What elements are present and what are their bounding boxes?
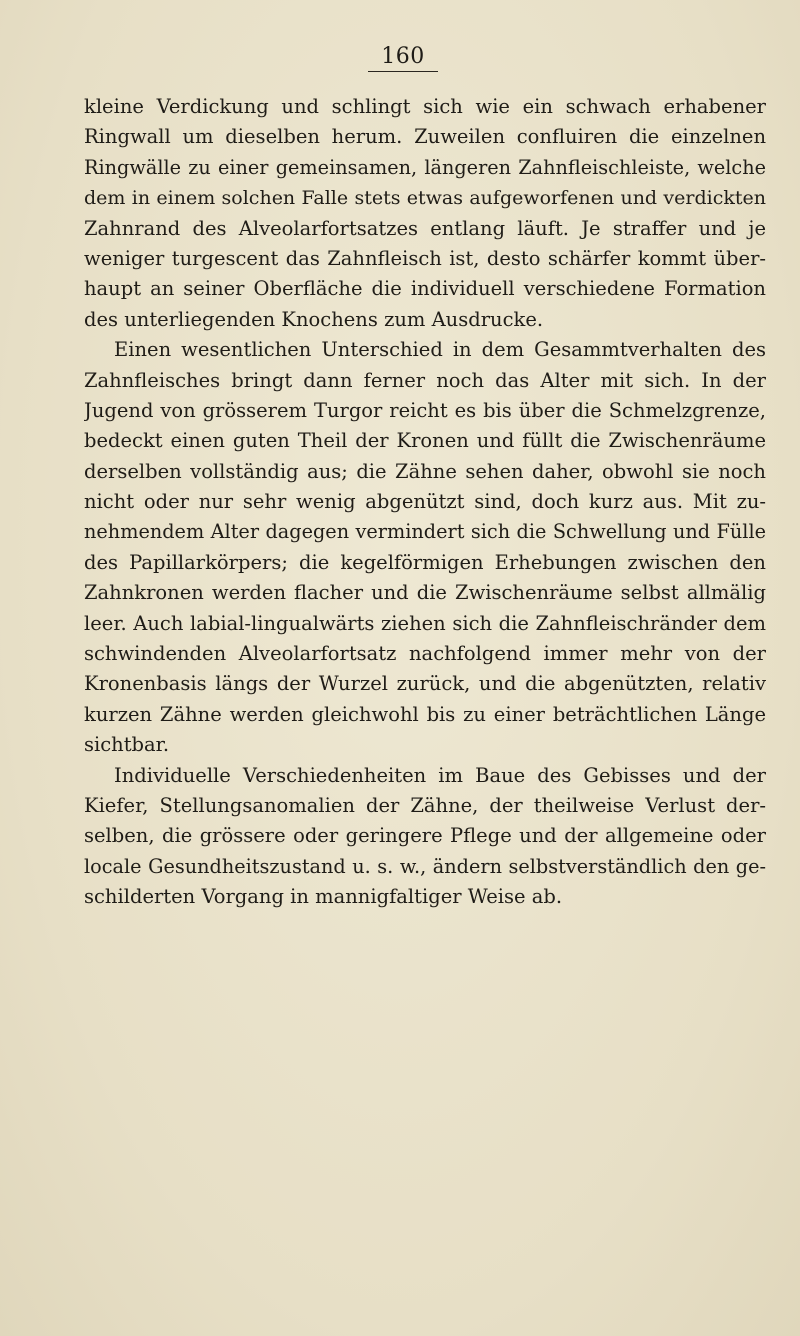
text-line: nehmendem Alter dagegen vermindert sich die Schwellung und Fülle (84, 520, 766, 544)
text-line: schilderten Vorgang in mannigfaltiger Weise ab. (84, 885, 563, 909)
text-line: dem in einem solchen Falle stets etwas aufgeworfenen und verdickten (84, 187, 766, 210)
text-line: weniger turgescent das Zahnfleisch ist, desto schärfer kommt über- (84, 246, 766, 270)
text-line: Ringwall um dieselben herum. Zuweilen confluiren die einzelnen (84, 125, 766, 149)
text-line: locale Gesundheitszustand u. s. w., ändern selbstverständlich den ge- (84, 854, 766, 878)
text-line: sichtbar. (84, 733, 170, 757)
text-line: des unterliegenden Knochens zum Ausdrucke. (84, 307, 544, 331)
body-text (84, 92, 766, 913)
text-line: bedeckt einen guten Theil der Kronen und füllt die Zwischenräume (84, 429, 766, 453)
text-line: kleine Verdickung und schlingt sich wie ein schwach erhabener (84, 95, 766, 118)
page-number: 160 (368, 44, 438, 72)
text-line: des Papillarkörpers; die kegelförmigen Erhebungen zwischen den (84, 550, 766, 574)
text-line: Individuelle Verschiedenheiten im Baue des Gebisses und der (114, 763, 766, 787)
text-line: haupt an seiner Oberfläche die individuell verschiedene Formation (84, 277, 766, 301)
text-line: nicht oder nur sehr wenig abgenützt sind, doch kurz aus. Mit zu- (84, 490, 766, 514)
text-line: Kiefer, Stellungsanomalien der Zähne, der theilweise Verlust der- (84, 793, 766, 817)
text-line: schwindenden Alveolarfortsatz nachfolgend immer mehr von der (84, 642, 766, 666)
text-line: Zahnkronen werden flacher und die Zwischenräume selbst allmälig (84, 581, 766, 605)
text-line: Zahnfleisches bringt dann ferner noch das Alter mit sich. In der (84, 368, 766, 392)
text-line: leer. Auch labial-lingualwärts ziehen sich die Zahnfleischränder dem (84, 611, 766, 635)
text-line: selben, die grössere oder geringere Pflege und der allgemeine oder (84, 824, 766, 848)
text-line: Ringwälle zu einer gemeinsamen, längeren Zahnfleischleiste, welche (84, 155, 766, 179)
text-line: Einen wesentlichen Unterschied in dem Gesammtverhalten des (114, 338, 766, 362)
text-line: derselben vollständig aus; die Zähne sehen daher, obwohl sie noch (84, 459, 766, 483)
text-line: Kronenbasis längs der Wurzel zurück, und die abgenützten, relativ (84, 672, 766, 696)
text-line: Zahnrand des Alveolarfortsatzes entlang läuft. Je straffer und je (84, 216, 766, 240)
text-line: kurzen Zähne werden gleichwohl bis zu einer beträchtlichen Länge (84, 702, 766, 726)
text-line: Jugend von grösserem Turgor reicht es bis über die Schmelzgrenze, (84, 398, 766, 422)
